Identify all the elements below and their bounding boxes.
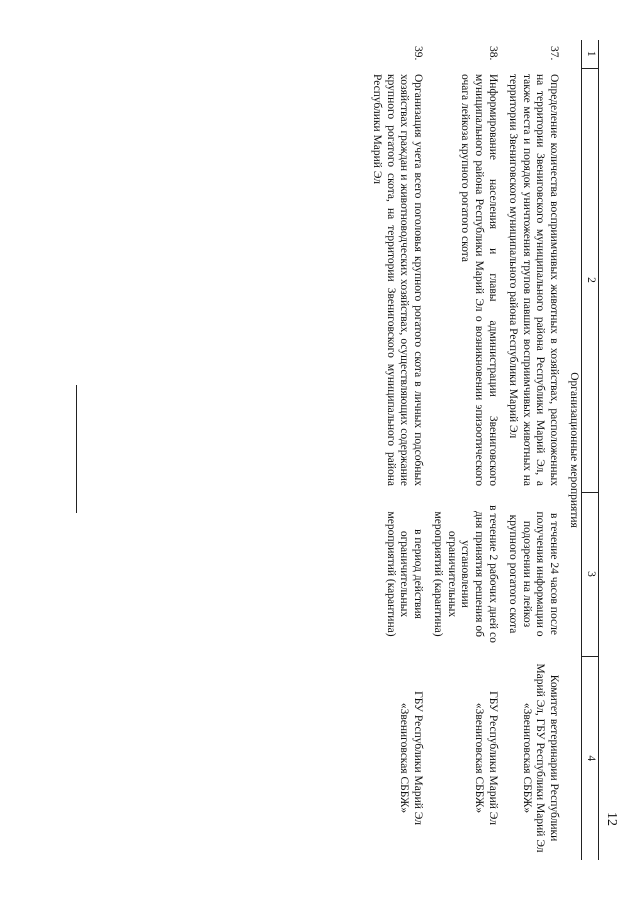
row-number: 38. <box>486 46 499 61</box>
column-number-1: 1 <box>582 40 599 68</box>
deadline-text: в период действия ограничительных мероприятий (карантина) <box>384 511 424 637</box>
deadline-text: в течение 2 рабочих дней со дня принятия решения об установлении ограничительных мероприятий (карантина) <box>432 505 499 643</box>
deadline-text: в течение 24 часов после получения информации о подозрении на лейкоз крупного рогатого скота <box>507 511 560 637</box>
table-row <box>500 40 561 860</box>
measure-text: Определение количества восприимчивых животных в хозяйствах, расположенных на территории Звениговского муниципального района Республики Марий Эл, а также места и порядок уничтожения трупов павших восприимчивых животных на территории Звениговского муниципального района Республики Марий Эл <box>507 74 560 486</box>
column-number-row <box>582 40 599 860</box>
measure-text: Информирование населения и главы администрации Звениговского муниципального района Республики Марий Эл о возникновении эпизоотического очага лейкоза крупного рогатого скота <box>459 74 499 486</box>
section-title: Организационные мероприятия <box>568 372 581 528</box>
column-number-3: 3 <box>582 492 599 656</box>
column-number-4: 4 <box>582 656 599 860</box>
row-number: 39. <box>411 46 424 61</box>
table-row <box>425 40 500 860</box>
row-number: 37. <box>547 46 560 61</box>
section-row <box>561 40 582 860</box>
measure-text: Организация учета всего поголовья крупного рогатого скота в личных подсобных хозяйствах граждан и животноводческих хозяйствах, осуществляющих содержание крупного рогатого скота, на территории Звениговского муниципального района Республики Марий Эл <box>371 74 424 486</box>
responsible-text: Комитет ветеринарии Республики Марий Эл, ГБУ Республики Марий Эл «Звениговская СББЖ» <box>520 663 560 853</box>
responsible-text: ГБУ Республики Марий Эл «Звениговская СББЖ» <box>398 691 424 825</box>
table-row <box>364 40 425 860</box>
measures-table <box>364 40 599 860</box>
page-number: 12 <box>604 812 619 826</box>
responsible-text: ГБУ Республики Марий Эл «Звениговская СББЖ» <box>473 691 499 825</box>
column-number-2: 2 <box>582 68 599 492</box>
closing-divider-line <box>76 385 77 513</box>
